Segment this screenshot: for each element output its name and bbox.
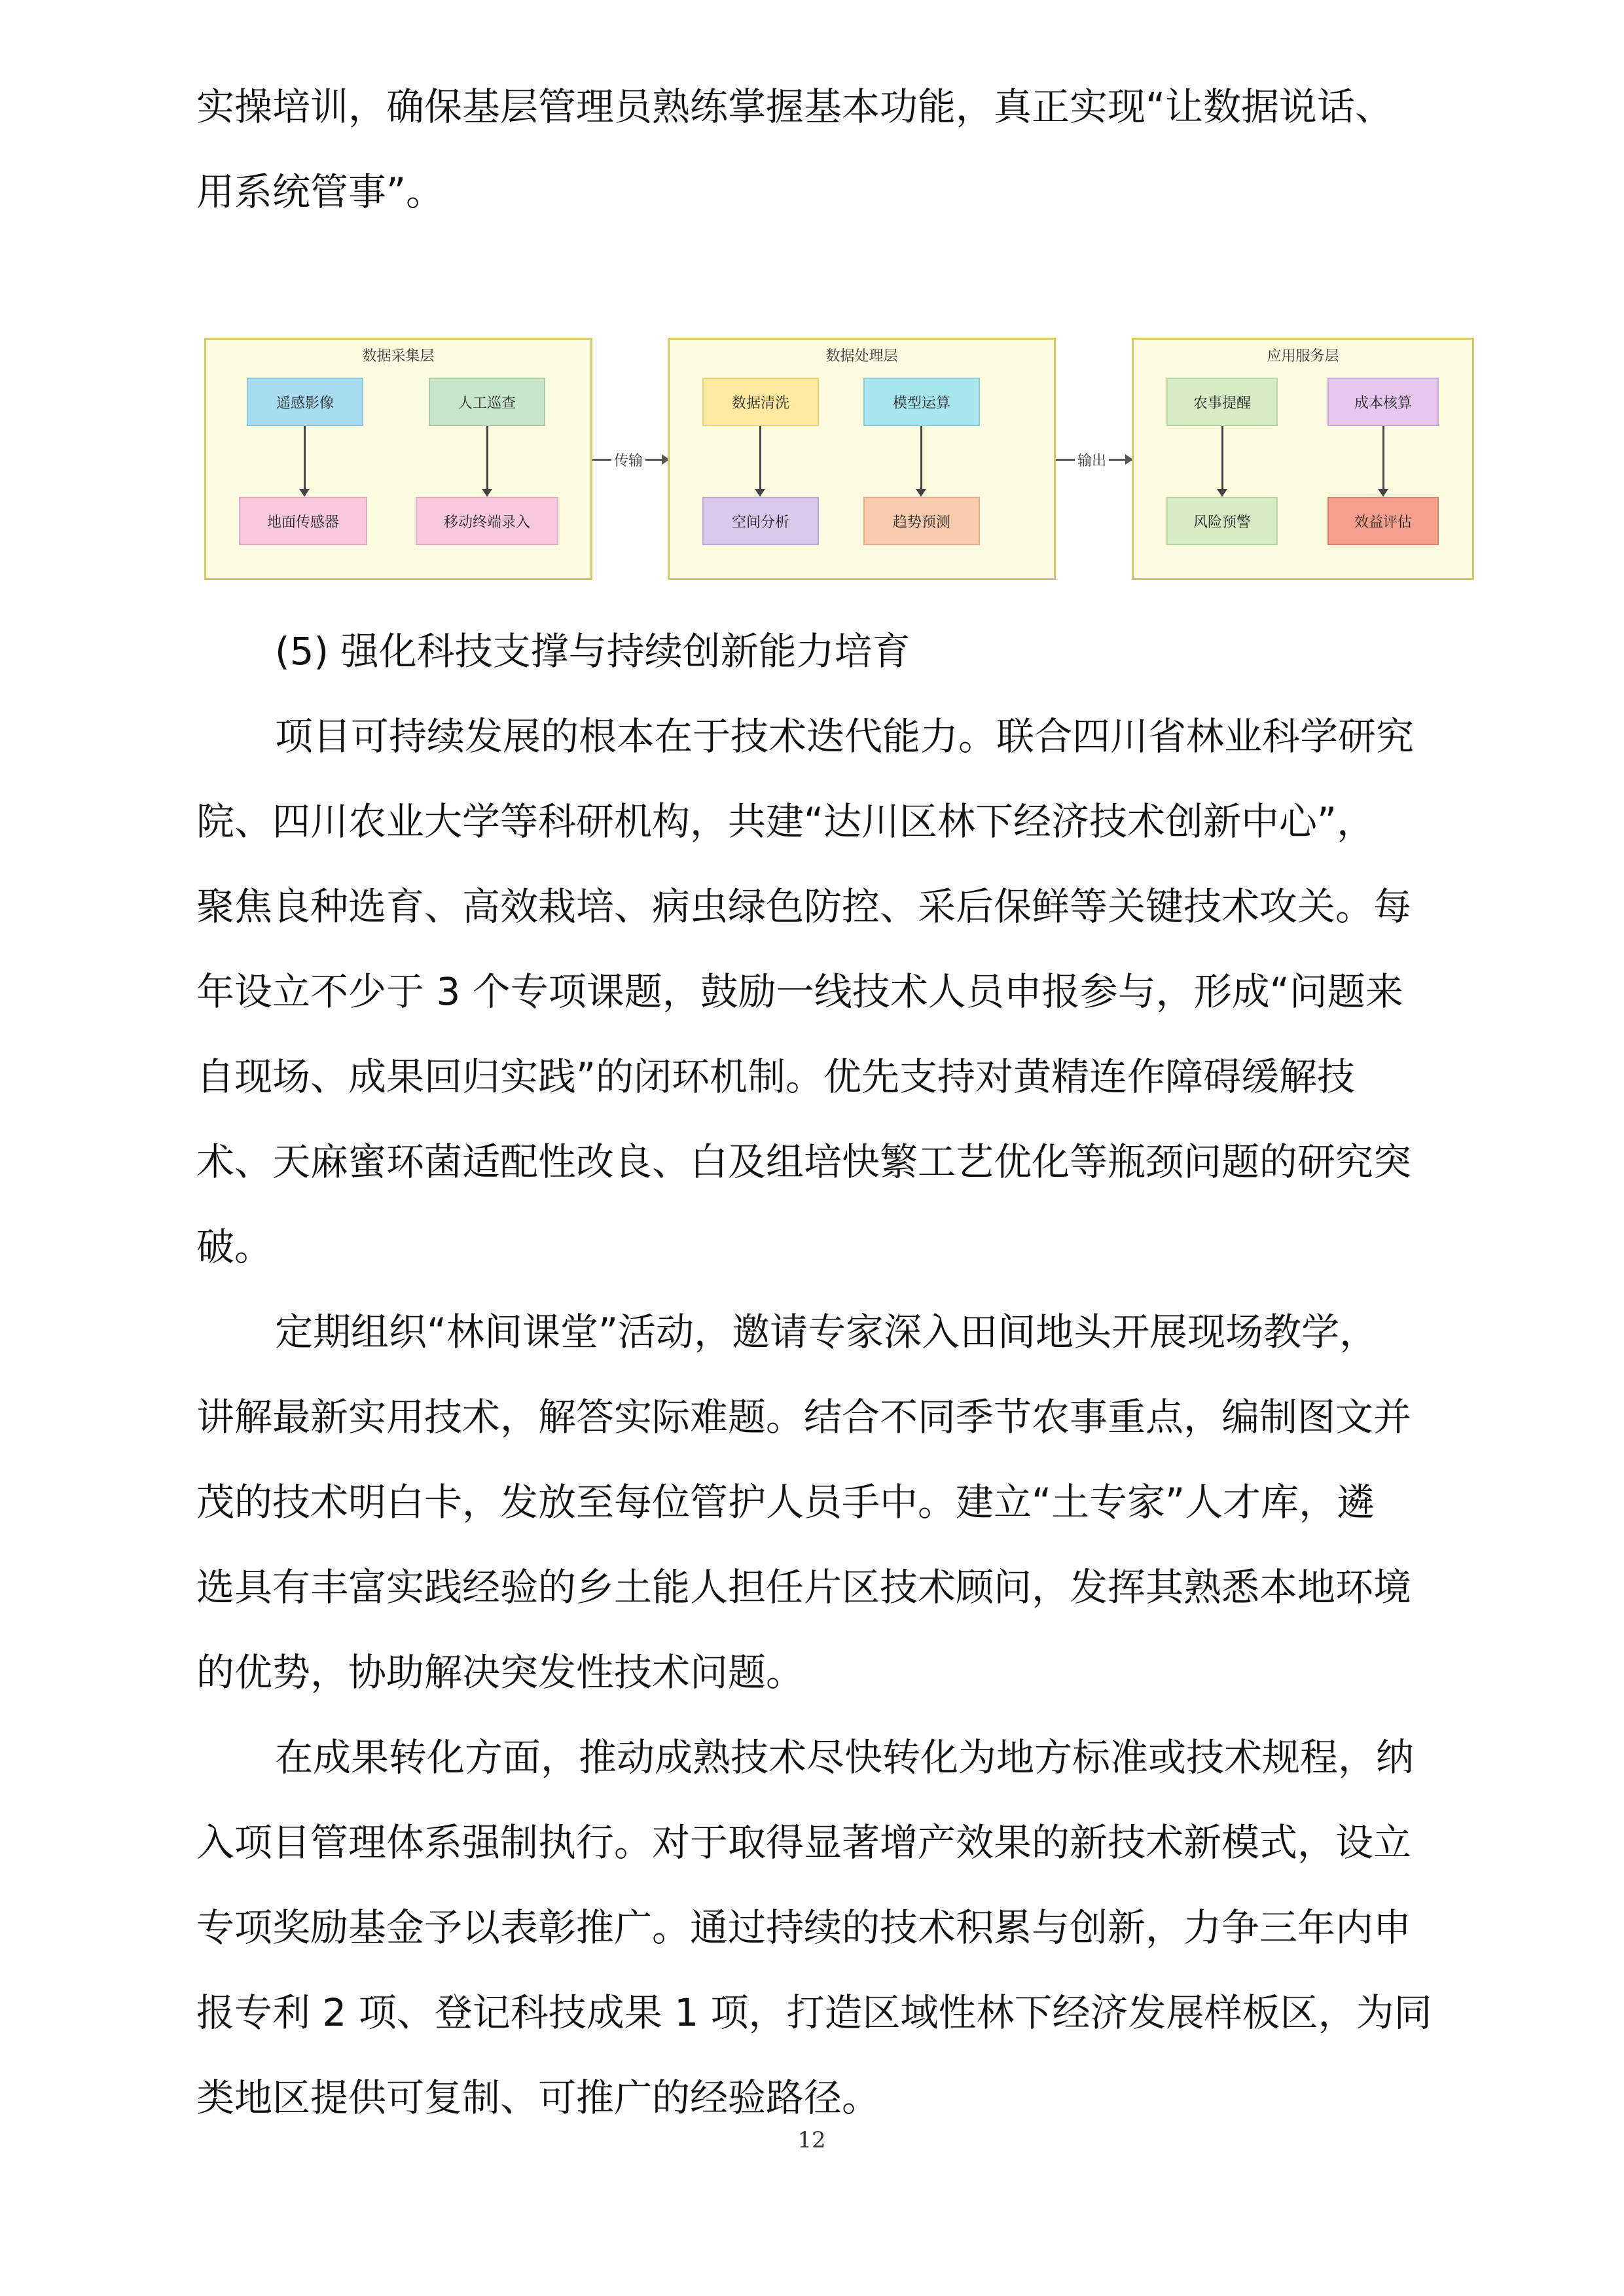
node-trend-forecast: 趋势预测 [863,497,980,545]
intro-line-2: 用系统管事”。 [196,170,444,214]
layer-data-collection [204,338,592,580]
arrow-down [1221,426,1223,495]
node-farm-reminder: 农事提醒 [1166,378,1278,426]
layer-title: 数据采集层 [362,348,435,365]
paragraph-3-line: 类地区提供可复制、可推广的经验路径。 [196,2075,880,2120]
arrow-down [920,426,922,495]
page-number: 12 [797,2127,826,2153]
arrow-down [759,426,761,495]
arrow-down [304,426,306,495]
paragraph-1-line: 术、天麻蜜环菌适配性改良、白及组培快繁工艺优化等瓶颈问题的研究突 [196,1139,1412,1184]
node-manual-patrol: 人工巡查 [429,378,545,426]
node-remote-sensing: 遥感影像 [247,378,363,426]
architecture-diagram [204,338,1428,584]
paragraph-1-line: 项目可持续发展的根本在于技术迭代能力。联合四川省林业科学研究 [275,714,1415,759]
arrow-down [486,426,488,495]
paragraph-1-line: 院、四川农业大学等科研机构，共建“达川区林下经济技术创新中心”， [196,799,1375,844]
layer-title: 应用服务层 [1267,348,1339,365]
node-benefit-evaluation: 效益评估 [1327,497,1439,545]
paragraph-3-line: 在成果转化方面，推动成熟技术尽快转化为地方标准或技术规程，纳 [275,1735,1415,1780]
node-risk-warning: 风险预警 [1166,497,1278,545]
paragraph-1-line: 年设立不少于 3 个专项课题，鼓励一线技术人员申报参与，形成“问题来 [196,969,1403,1014]
node-ground-sensor: 地面传感器 [239,497,367,545]
node-mobile-entry: 移动终端录入 [416,497,558,545]
paragraph-3-line: 报专利 2 项、登记科技成果 1 项，打造区域性林下经济发展样板区，为同 [196,1990,1432,2035]
layer-data-processing [668,338,1056,580]
paragraph-3-line: 专项奖励基金予以表彰推广。通过持续的技术积累与创新，力争三年内申 [196,1905,1412,1950]
connector-label-output: 输出 [1075,450,1109,470]
paragraph-2-line: 选具有丰富实践经验的乡土能人担任片区技术顾问，发挥其熟悉本地环境 [196,1565,1412,1609]
paragraph-1-line: 自现场、成果回归实践”的闭环机制。优先支持对黄精连作障碍缓解技 [196,1054,1356,1099]
paragraph-2-line: 定期组织“林间课堂”活动，邀请专家深入田间地头开展现场教学， [275,1310,1378,1354]
arrow-down [1382,426,1384,495]
paragraph-1-line: 聚焦良种选育、高效栽培、病虫绿色防控、采后保鲜等关键技术攻关。每 [196,884,1412,929]
paragraph-1-line: 破。 [196,1225,273,1269]
layer-title: 数据处理层 [825,348,898,365]
paragraph-2-line: 讲解最新实用技术，解答实际难题。结合不同季节农事重点，编制图文并 [196,1395,1412,1439]
node-data-cleaning: 数据清洗 [702,378,819,426]
connector-label-transmit: 传输 [611,450,645,470]
paragraph-2-line: 的优势，协助解决突发性技术问题。 [196,1650,804,1695]
layer-application-service [1132,338,1474,580]
intro-line-1: 实操培训，确保基层管理员熟练掌握基本功能，真正实现“让数据说话、 [196,84,1394,129]
paragraph-2-line: 茂的技术明白卡，发放至每位管护人员手中。建立“土专家”人才库，遴 [196,1480,1375,1524]
section-heading: (5) 强化科技支撑与持续创新能力培育 [275,629,911,673]
paragraph-3-line: 入项目管理体系强制执行。对于取得显著增产效果的新技术新模式，设立 [196,1820,1412,1865]
node-model-compute: 模型运算 [863,378,980,426]
node-spatial-analysis: 空间分析 [702,497,819,545]
node-cost-accounting: 成本核算 [1327,378,1439,426]
